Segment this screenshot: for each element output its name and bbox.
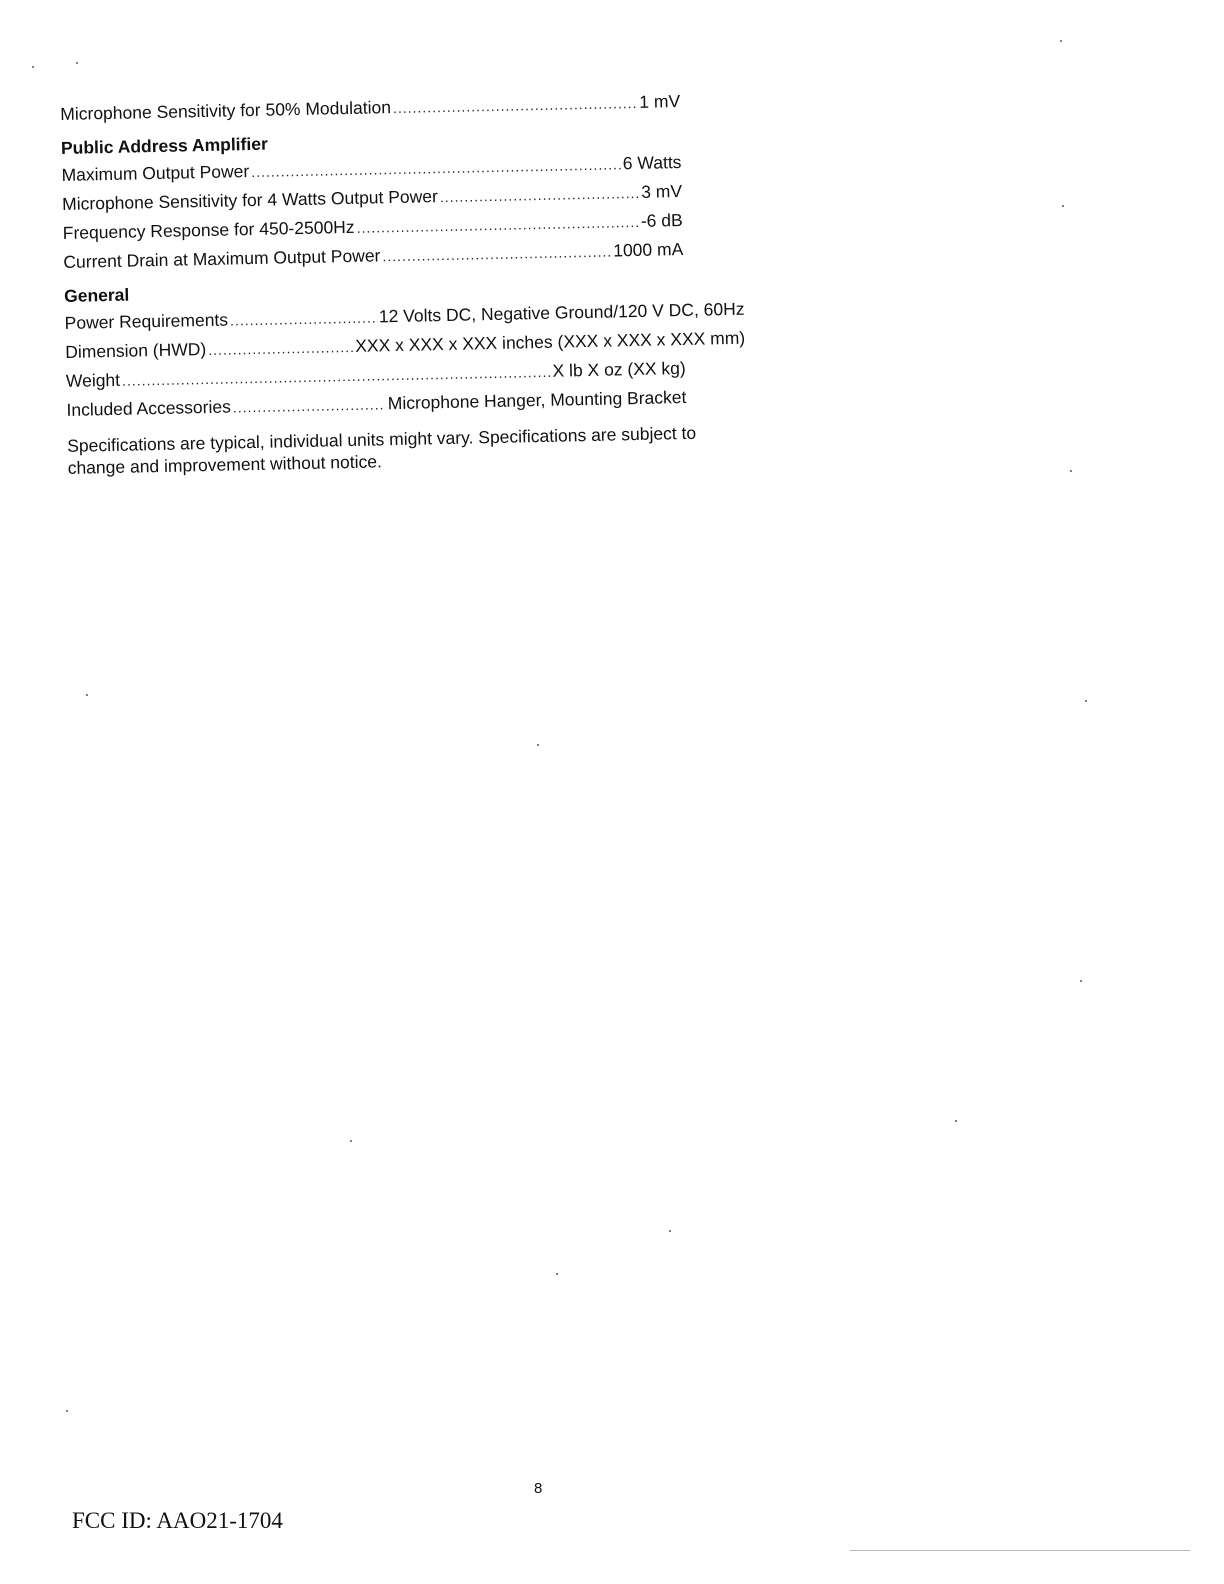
spec-label: Power Requirements — [64, 309, 229, 333]
spec-value: 12 Volts DC, Negative Ground/120 V DC, 60Hz — [378, 298, 745, 327]
spec-value: X lb X oz (XX kg) — [552, 357, 686, 381]
spec-value: 1000 mA — [613, 238, 684, 261]
spec-label: Weight — [65, 369, 121, 391]
spec-value: Microphone Hanger, Mounting Bracket — [387, 386, 687, 414]
spec-value: -6 dB — [640, 209, 683, 231]
spec-label: Microphone Sensitivity for 50% Modulation — [60, 97, 392, 124]
spec-row-mic-sensitivity-modulation — [60, 87, 680, 129]
dot-leader — [356, 208, 639, 242]
page-number: 8 — [534, 1480, 543, 1497]
spec-label: Microphone Sensitivity for 4 Watts Output Power — [61, 186, 439, 214]
spec-label: Included Accessories — [66, 396, 232, 420]
dot-leader — [233, 390, 387, 421]
spec-value: 1 mV — [639, 91, 681, 112]
fcc-id: FCC ID: AAO21-1704 — [72, 1508, 283, 1533]
scan-edge-line — [850, 1550, 1190, 1551]
spec-label: Current Drain at Maximum Output Power — [63, 245, 381, 272]
section-heading-public-address: Public Address Amplifier — [60, 133, 268, 158]
specifications-note: Specifications are typical, individual units might vary. Specifications are subject to change and improvement without notice. — [67, 422, 697, 478]
dot-leader — [393, 89, 638, 122]
dot-leader — [230, 303, 377, 334]
dot-leader — [208, 333, 354, 364]
spec-value: 3 mV — [640, 180, 683, 202]
spec-value: XXX x XXX x XXX inches (XXX x XXX x XXX mm) — [355, 327, 746, 356]
spec-label: Frequency Response for 450-2500Hz — [62, 216, 355, 243]
spec-label: Maximum Output Power — [61, 161, 250, 185]
spec-value: 6 Watts — [622, 152, 682, 174]
section-heading-general: General — [63, 284, 130, 306]
dot-leader — [440, 179, 640, 211]
spec-content — [60, 85, 768, 479]
spec-label: Dimension (HWD) — [65, 338, 207, 362]
dot-leader — [382, 237, 611, 270]
